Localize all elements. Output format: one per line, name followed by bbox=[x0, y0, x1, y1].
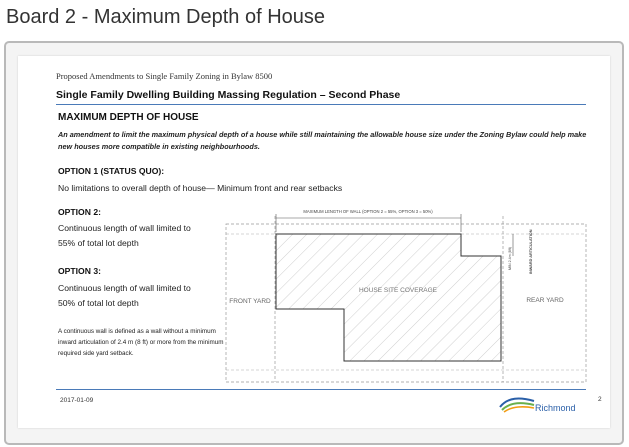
front-yard-label: FRONT YARD bbox=[229, 298, 271, 305]
house-footprint bbox=[276, 234, 501, 361]
section-heading: MAXIMUM DEPTH OF HOUSE bbox=[58, 112, 199, 123]
slide bbox=[18, 56, 610, 428]
option3-line2: 50% of total lot depth bbox=[58, 298, 139, 308]
richmond-logo-text: Richmond bbox=[535, 403, 576, 413]
option3-line1: Continuous length of wall limited to bbox=[58, 283, 191, 293]
option2-line2: 55% of total lot depth bbox=[58, 238, 139, 248]
option2-title: OPTION 2: bbox=[58, 207, 101, 217]
footer-date: 2017-01-09 bbox=[60, 397, 94, 404]
slide-header-title: Single Family Dwelling Building Massing Regulation – Second Phase bbox=[56, 89, 401, 101]
page-number: 2 bbox=[598, 396, 602, 403]
section-description: An amendment to limit the maximum physical depth of a house while still maintaining the allowable house size under the Zoning Bylaw could help make new houses more compatible in existing neighbourhoods. bbox=[58, 130, 587, 151]
house-massing-diagram bbox=[18, 56, 610, 428]
continuous-wall-note: A continuous wall is defined as a wall without a minimum inward articulation of 2.4 m (8 ft) or more from the minimum required side yard setback. bbox=[58, 328, 224, 357]
option1-text: No limitations to overall depth of house— Minimum front and rear setbacks bbox=[58, 183, 343, 193]
richmond-logo-icon bbox=[498, 393, 538, 413]
rear-yard-label: REAR YARD bbox=[526, 297, 564, 304]
inward-articulation-label: INWARD ARTICULATION bbox=[529, 229, 533, 274]
articulation-label: MIN 2.4m (8ft) bbox=[508, 247, 512, 270]
max-wall-dimension-label: MAXIMUM LENGTH OF WALL (OPTION 2 = 55%, OPTION 3 = 50%) bbox=[303, 209, 433, 214]
slide-header-subtitle: Proposed Amendments to Single Family Zoning in Bylaw 8500 bbox=[56, 71, 273, 81]
option2-line1: Continuous length of wall limited to bbox=[58, 223, 191, 233]
option3-title: OPTION 3: bbox=[58, 266, 101, 276]
option1-title: OPTION 1 (STATUS QUO): bbox=[58, 166, 165, 176]
house-site-coverage-label: HOUSE SITE COVERAGE bbox=[358, 287, 438, 294]
board-title: Board 2 - Maximum Depth of House bbox=[6, 6, 326, 28]
footer-rule bbox=[56, 389, 586, 390]
